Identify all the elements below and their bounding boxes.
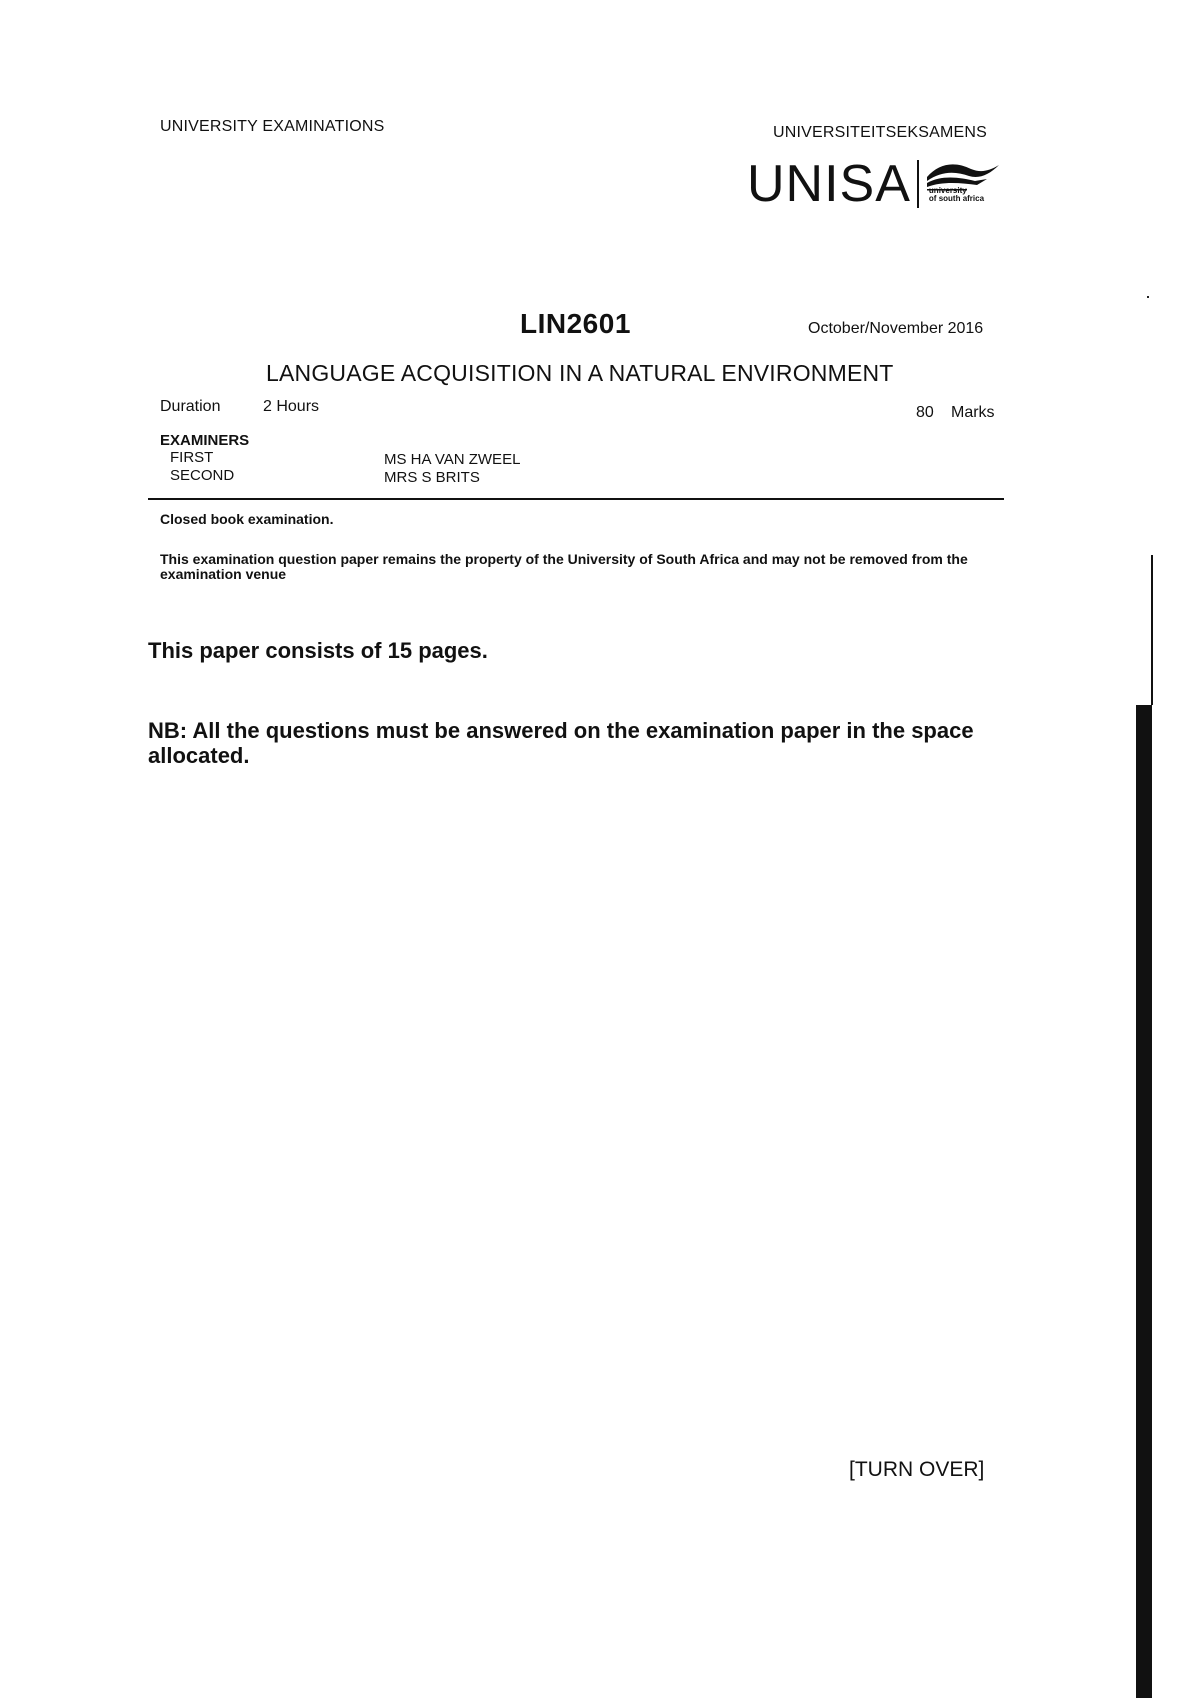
duration-value: 2 Hours [263,398,320,415]
exam-code: LIN2601 [520,308,631,339]
unisa-logo [747,156,1001,212]
logo-subtitle-line2: of south africa [928,194,985,203]
header-divider [148,498,1004,500]
header-right-text: UNIVERSITEITSEKSAMENS [773,124,988,141]
examiner-first-label: FIRST [170,449,214,466]
marks-value: 80 [916,404,934,421]
exam-date: October/November 2016 [808,320,984,337]
logo-text: UNISA [747,155,911,213]
nb-note: NB: All the questions must be answered on the examination paper in the space allocated. [148,718,974,768]
scan-edge-line [1151,555,1153,705]
closed-book-note: Closed book examination. [160,511,334,527]
examiner-second-label: SECOND [170,467,235,484]
scan-edge-shadow [1136,705,1152,1698]
logo-subtitle-line1: university [928,186,967,195]
page-count-note: This paper consists of 15 pages. [148,638,488,663]
logo-subtitle [929,187,984,203]
marks-label: Marks [951,404,995,421]
examiner-first-name: MS HA VAN ZWEEL [384,451,521,468]
turn-over-label: [TURN OVER] [849,1458,985,1481]
scan-speck [1147,296,1149,298]
exam-title: LANGUAGE ACQUISITION IN A NATURAL ENVIRONMENT [266,360,894,386]
logo-divider [917,160,919,208]
logo-emblem-icon [925,159,1001,209]
property-note: This examination question paper remains the property of the University of South Africa and may not be removed from the examination venue [160,551,968,582]
header-left-text: UNIVERSITY EXAMINATIONS [160,118,385,135]
examiner-second-name: MRS S BRITS [384,469,480,486]
examiners-title: EXAMINERS [160,432,250,449]
duration-label: Duration [160,398,221,415]
